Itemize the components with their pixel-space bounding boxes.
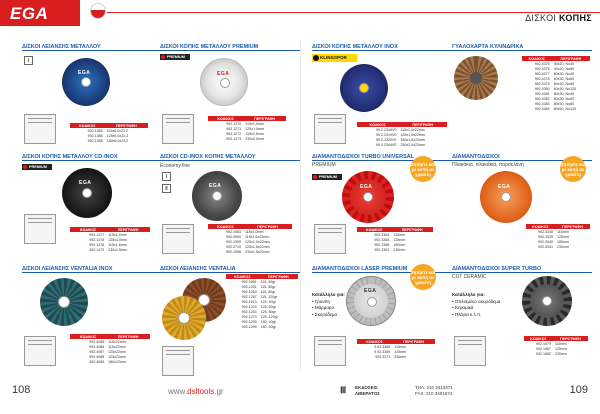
suitable-for-list (452, 292, 500, 318)
card-title: ΔΙΣΚΟΙ CD-INOX ΚΟΠΗΣ ΜΕΤΑΛΛΟΥ (160, 154, 256, 160)
table-row (524, 351, 588, 356)
cell-code: 992.1987 (535, 346, 551, 351)
cell-desc: 150x1,6x22mm (400, 137, 426, 142)
cell-code: 992.1270 (226, 121, 242, 126)
card-title: ΔΙΣΚΟΙ ΛΕΙΑΝΣΗΣ VENTALIA (160, 266, 236, 272)
cell-desc: 125x22mm (108, 354, 126, 359)
card-underline (160, 50, 300, 51)
disc-hole (212, 191, 222, 201)
product-table (357, 339, 435, 359)
disc-image (62, 58, 110, 106)
cell-desc: 115x22mm (108, 344, 126, 349)
cell-desc: 125x1,6x22mm (245, 244, 270, 249)
card-underline (22, 160, 162, 161)
cell-desc: 60x30, Νο40 (553, 71, 575, 76)
cell-code: 992.4381 (534, 91, 550, 96)
cell-desc: 40x20, Νο60 (553, 66, 575, 71)
cell-desc: 125, 60gr (260, 304, 276, 309)
cell-code: 992.4383 (534, 101, 550, 106)
card-subtitle: Πλακάκια, πλακάκια, πορσελάνη (452, 162, 524, 168)
product-card-cd-inox-economy (160, 154, 300, 264)
card-title: ΔΙΣΚΟΙ ΚΟΠΗΣ ΜΕΤΑΛΛΟΥ CD-INOX (22, 154, 118, 160)
product-table (357, 122, 447, 147)
col-code: ΚΩΔΙΚΟΣ (70, 227, 106, 232)
cell-code: 992.4377 (534, 71, 550, 76)
cell-code: 992.1271 (226, 126, 242, 131)
product-table (526, 224, 590, 249)
title-bold: ΚΟΠΗΣ (559, 13, 592, 23)
col-desc: ΠΕΡΙΓΡΑΦΗ (392, 339, 435, 344)
disc-hole (501, 192, 511, 202)
cell-desc: 180, 40gr (260, 319, 276, 324)
klingspor-badge: KLINGSPOR (312, 54, 357, 62)
card-underline (22, 50, 162, 51)
cell-desc: 180mm (556, 239, 569, 244)
phone: ΤΗΛ: 210 3413371 (415, 385, 453, 390)
disc-hole (359, 83, 369, 93)
disc-hole (363, 192, 373, 202)
features-title: Κατάλληλο για: (452, 292, 485, 297)
cell-desc: 115mm (556, 229, 569, 234)
cell-desc: 125, 120gr (260, 314, 278, 319)
website-link[interactable] (168, 387, 224, 396)
product-card-super-turbo (452, 266, 592, 376)
page-number-left: 108 (12, 384, 31, 396)
cell-desc: 125x22mm (108, 349, 126, 354)
page-title (525, 13, 592, 23)
url-prefix: www. (168, 387, 188, 396)
cell-desc: 115x1,6x22mm (245, 234, 270, 239)
premium-badge: PREMIUM (22, 164, 52, 170)
cell-desc: 115x1,0mm (245, 229, 264, 234)
card-underline (312, 50, 452, 51)
page-header (0, 0, 600, 32)
table-row (357, 247, 433, 252)
col-code: ΚΩΔΙΚΟΣ (70, 123, 105, 128)
cell-desc: 230x1,9mm (108, 247, 127, 252)
col-code: ΚΩΔΙΚΟΣ (357, 339, 392, 344)
cell-desc: 230mm (554, 351, 567, 356)
product-table (70, 334, 150, 364)
cell-desc: 230mm (556, 244, 569, 249)
disc-brand: EGA (360, 184, 373, 190)
package-icon (162, 114, 194, 144)
cell-desc: 180x22mm (108, 359, 126, 364)
card-subtitle: CUT CERAMIC (452, 274, 487, 280)
table-row (208, 136, 286, 141)
product-card-ventalia (160, 266, 300, 376)
flag-icon (90, 3, 106, 19)
card-title: ΔΙΣΚΟΙ ΚΟΠΗΣ ΜΕΤΑΛΛΟΥ INOX (312, 44, 398, 50)
disc-image (340, 64, 388, 112)
product-table (208, 116, 286, 141)
disc-image (342, 171, 394, 223)
col-desc: ΠΕΡΙΓΡΑΦΗ (106, 334, 150, 339)
logo-text: EGA (10, 4, 49, 23)
cell-code: 992.2719 (226, 244, 242, 249)
cell-desc: 40x20, Νο40 (553, 61, 575, 66)
cell-code: 992.1513 (241, 299, 257, 304)
col-desc: ΠΕΡΙΓΡΑΦΗ (243, 116, 286, 121)
feature-item: • Σκυρόδεμα (312, 311, 338, 317)
disc-image (346, 276, 396, 326)
disc-image (522, 276, 572, 326)
cell-desc: 115mm (554, 341, 567, 346)
cell-code: 992.4379 (534, 81, 550, 86)
disc-hole (178, 312, 190, 324)
cell-desc: 180x6,0x22,2 (106, 138, 129, 143)
ega-logo (0, 0, 80, 26)
cell-code: 992.4087 (89, 349, 105, 354)
cell-desc: 180mm (393, 242, 406, 247)
cell-code: 992.1982 (535, 351, 551, 356)
cell-desc: 115x1,0mm (245, 121, 264, 126)
card-underline (452, 50, 592, 51)
disc-hole (367, 297, 377, 307)
cell-code: 992.1478 (89, 237, 105, 242)
premium-badge: PREMIUM (160, 54, 190, 60)
cell-code: 992.4384 (534, 106, 550, 111)
card-title: ΔΙΑΜΑΝΤΟΔΙΣΚΟΙ TURBO UNIVERSAL (312, 154, 415, 160)
card-title: ΔΙΑΜΑΝΤΟΔΙΣΚΟΙ SUPER TURBO (452, 266, 542, 272)
product-card-metal-cutting-premium (160, 44, 300, 154)
cell-desc: 125, 40gr (260, 299, 276, 304)
disc-hole (81, 77, 91, 87)
disc-image (192, 171, 242, 221)
cell-desc: 60x30, Νο120 (553, 86, 577, 91)
cell-code: 992.4376 (534, 66, 550, 71)
cell-code: 992.1293 (241, 319, 257, 324)
product-table (522, 56, 590, 111)
card-underline (160, 160, 300, 161)
disc-hole (542, 296, 552, 306)
package-icon (24, 114, 56, 144)
cell-code: 992.1272 (226, 131, 242, 136)
flap-disc-image-2 (162, 296, 206, 340)
publisher-line-2: ΛΙΒΕΡΑΤΟΣ (355, 390, 380, 396)
package-icon (454, 336, 486, 366)
product-card-laser-premium (312, 266, 452, 376)
granite-badge: Ζητήστε και με κοπή σε γρανίτη (410, 156, 436, 182)
cell-code: 992.1651 (241, 279, 257, 284)
thickness-icon: ‖ (162, 184, 171, 193)
cell-code: 992.4382 (534, 96, 550, 101)
cell-desc: 115x22mm (108, 339, 126, 344)
cell-code: 992.1267 (241, 294, 257, 299)
col-code: ΚΩΔΙΚΟΣ (208, 116, 243, 121)
col-desc: ΠΕΡΙΓΡΑΦΗ (105, 123, 148, 128)
package-icon (162, 346, 194, 376)
feature-item: • Οπλισμένο σκυρόδεμα (452, 298, 501, 304)
card-title: ΔΙΣΚΟΙ ΛΕΙΑΝΣΗΣ ΜΕΤΑΛΛΟΥ (22, 44, 101, 50)
disc-image (480, 171, 532, 223)
cell-code: 992.3366 (374, 242, 390, 247)
cell-code: 992.1983 (226, 229, 242, 234)
cell-desc: 125mm (556, 234, 569, 239)
cell-desc: 125mm (554, 346, 567, 351)
flap-wheel-image (454, 56, 498, 100)
cell-desc: 115, 80gr (260, 289, 276, 294)
product-table (70, 123, 148, 143)
disc-brand: EGA (364, 288, 377, 294)
cell-code: 99.2.2318V0 (376, 127, 397, 132)
cell-desc: 115, 40gr (260, 279, 276, 284)
cell-code: 992.4089 (89, 359, 105, 364)
cell-code: 992.1999 (226, 239, 242, 244)
table-row (70, 138, 148, 143)
cell-desc: 125x1,0x22mm (245, 239, 270, 244)
cell-code: 992.1223 (241, 304, 257, 309)
cell-code: 992.3340 (537, 239, 553, 244)
page-number-right: 109 (569, 384, 588, 396)
table-row (522, 106, 590, 111)
publisher-line-1: ΕΚΔΟΣΕΙΣ (355, 385, 378, 390)
feature-item: • Κεραμικά (452, 305, 474, 310)
disc-brand: EGA (209, 183, 222, 189)
cell-desc: 125, 80gr (260, 309, 276, 314)
card-title: ΔΙΑΜΑΝΤΟΔΙΣΚΟΙ (452, 154, 500, 160)
cell-code: 99.2.2319V0 (376, 132, 397, 137)
table-row (357, 354, 435, 359)
cell-desc: 80x30, Νο80 (553, 101, 575, 106)
page-footer (0, 376, 600, 414)
card-underline (160, 272, 300, 273)
table-row (526, 244, 590, 249)
cell-code: 992.4380 (534, 86, 550, 91)
cell-desc: 125mm (393, 237, 406, 242)
product-table (208, 224, 292, 254)
col-code: ΚΩΔΙΚΟΣ (524, 336, 553, 341)
cell-code: 9.92.3368 (374, 344, 391, 349)
disc-hole (82, 188, 92, 198)
cell-desc: 115x1,0x22mm (400, 127, 425, 132)
cell-code: 99.2.2320V0 (376, 137, 397, 142)
cell-code: 992.1477 (89, 232, 105, 237)
cell-desc: 115x1,0mm (108, 232, 127, 237)
col-desc: ΠΕΡΙΓΡΑΦΗ (552, 56, 590, 61)
cell-code: 992.3367 (374, 247, 390, 252)
cell-code: 9.92.3369 (374, 349, 391, 354)
fax: FAX: 210 3401674 (415, 390, 453, 396)
feature-item: • Πλάγια κ.λ.π. (452, 311, 482, 317)
cell-code: 992.1479 (89, 247, 105, 252)
cell-desc: 180, 60gr (260, 324, 276, 329)
cell-code: 992.3371 (375, 354, 391, 359)
cell-code: 992.1261 (241, 284, 257, 289)
col-desc: ΠΕΡΙΓΡΑΦΗ (243, 224, 292, 229)
disc-image (200, 58, 248, 106)
granite-badge: Ζητήστε και με κοπή σε γρανίτη (560, 156, 586, 182)
table-row (357, 142, 447, 147)
col-desc: ΠΕΡΙΓΡΑΦΗ (106, 227, 150, 232)
cell-code: 992.1253 (241, 309, 257, 314)
cell-code: 992.1273 (226, 136, 242, 141)
disc-brand: EGA (498, 184, 511, 190)
col-desc: ΠΕΡΙΓΡΑΦΗ (553, 336, 588, 341)
cell-desc: 80x50, Νο120 (553, 106, 577, 111)
publisher-name (355, 385, 380, 396)
table-row (70, 247, 150, 252)
product-card-cd-inox (22, 154, 162, 264)
wheel-shaft (470, 72, 482, 84)
cell-desc: 80x30, Νο40 (553, 91, 575, 96)
col-code: ΚΩΔΙΚΟΣ (522, 56, 552, 61)
granite-badge: Ζητήστε και με κοπή σε γρανίτη (410, 264, 436, 290)
cell-code: 99.2.2344V0 (376, 142, 397, 147)
cell-code: 992.1998 (226, 249, 242, 254)
table-row (208, 249, 292, 254)
cell-desc: 230mm (394, 354, 407, 359)
package-icon (162, 224, 194, 254)
cell-code: 992.3338 (537, 229, 553, 234)
feature-item: • Μάρμαρο (312, 305, 334, 310)
disc-brand: EGA (78, 70, 91, 76)
package-icon (24, 214, 56, 244)
product-card-metal-grinding (22, 44, 162, 154)
publisher-logo-icon: Ⅲ (340, 385, 347, 395)
cell-desc: 115, 60gr (260, 284, 276, 289)
product-table (70, 227, 150, 252)
product-table (524, 336, 588, 356)
package-icon (24, 336, 56, 366)
col-desc: ΠΕΡΙΓΡΑΦΗ (398, 122, 447, 127)
product-table (226, 274, 298, 329)
cell-code: 992.1299 (241, 324, 257, 329)
cell-code: 992.1388 (87, 138, 103, 143)
cell-desc: 115x2,5mm (245, 131, 264, 136)
info-icon: i (24, 56, 33, 65)
col-desc: ΠΕΡΙΓΡΑΦΗ (259, 274, 298, 279)
cell-code: 992.4378 (534, 76, 550, 81)
cell-desc: 125x1,0x22mm (400, 132, 426, 137)
package-icon (314, 114, 346, 144)
feature-item: • Γρανίτη (312, 298, 330, 304)
cell-desc: 60x30, Νο80 (553, 81, 575, 86)
col-code: ΚΩΔΙΚΟΣ (226, 274, 259, 279)
cell-desc: 115x1,6mm (108, 242, 127, 247)
cell-desc: 230x1,9x22mm (245, 249, 270, 254)
cell-code: 992.1979 (535, 341, 551, 346)
package-icon (314, 336, 346, 366)
cell-desc: 115mm (394, 344, 407, 349)
cell-desc: 125x6,0x22,2 (106, 133, 129, 138)
cell-code: 992.4086 (89, 344, 105, 349)
cell-code: 992.4085 (89, 339, 105, 344)
card-title: ΔΙΣΚΟΙ ΛΕΙΑΝΣΗΣ VENTALIA INOX (22, 266, 113, 272)
cell-desc: 230x2,5mm (245, 136, 265, 141)
col-code: ΚΩΔΙΚΟΣ (357, 227, 391, 232)
contact-info (415, 385, 453, 396)
suitable-for-list (312, 292, 345, 318)
col-code: ΚΩΔΙΚΟΣ (357, 122, 398, 127)
cell-desc: 60x30, Νο60 (553, 76, 575, 81)
disc-hole (220, 78, 230, 88)
url-suffix: .gr (214, 387, 224, 396)
cell-code: 992.1386 (87, 133, 103, 138)
cell-code: 992.1263 (241, 289, 257, 294)
card-underline (22, 272, 162, 273)
product-card-flap-wheels (452, 44, 592, 154)
cell-code: 992.1385 (87, 128, 103, 133)
col-code: ΚΩΔΙΚΟΣ (526, 224, 555, 229)
cell-code: 992.4088 (89, 354, 105, 359)
cell-code: 992.2699 (226, 234, 242, 239)
premium-badge: PREMIUM (312, 174, 342, 180)
cell-desc: 115mm (393, 232, 406, 237)
url-brand: dsltools (187, 387, 215, 396)
cell-code: 992.3365 (374, 237, 390, 242)
cell-desc: 125x1,0mm (245, 126, 265, 131)
product-card-inox-cutting (312, 44, 452, 154)
product-card-ventalia-inox (22, 266, 162, 376)
cell-desc: 230x2,0x22mm (400, 142, 426, 147)
col-code: ΚΩΔΙΚΟΣ (70, 334, 106, 339)
card-underline (452, 272, 592, 273)
cell-desc: 115x6,0x22,2 (106, 128, 128, 133)
cell-desc: 125mm (394, 349, 407, 354)
cell-code: 992.1476 (89, 242, 105, 247)
cell-desc: 80x30, Νο60 (553, 96, 575, 101)
disc-image (62, 168, 112, 218)
cell-desc: 125x1,0mm (108, 237, 127, 242)
col-desc: ΠΕΡΙΓΡΑΦΗ (555, 224, 590, 229)
info-icon: i (162, 172, 171, 181)
col-desc: ΠΕΡΙΓΡΑΦΗ (391, 227, 433, 232)
cell-code: 992.4375 (534, 61, 550, 66)
table-row (226, 324, 298, 329)
cell-code: 992.3364 (374, 232, 390, 237)
table-row (70, 359, 150, 364)
product-card-turbo-universal (312, 154, 452, 264)
card-title: ΔΙΑΜΑΝΤΟΔΙΣΚΟΙ LASER PREMIUM (312, 266, 408, 272)
disc-brand: EGA (217, 71, 230, 77)
cell-code: 992.3341 (537, 244, 553, 249)
cell-desc: 230mm (393, 247, 406, 252)
flap-disc-image (40, 278, 88, 326)
card-title: ΓΥΑΛΟΧΑΡΤΑ ΚΥΛΙΝΔΡΙΚΑ (452, 44, 524, 50)
card-subtitle: PREMIUM (312, 162, 336, 168)
product-table (357, 227, 433, 252)
col-code: ΚΩΔΙΚΟΣ (208, 224, 243, 229)
cell-desc: 115, 120gr (260, 294, 278, 299)
cell-code: 992.1273 (241, 314, 257, 319)
card-title: ΔΙΣΚΟΙ ΚΟΠΗΣ ΜΕΤΑΛΛΟΥ PREMIUM (160, 44, 259, 50)
disc-hole (58, 296, 70, 308)
features-title: Κατάλληλο για: (312, 292, 345, 297)
package-icon (314, 224, 346, 254)
disc-brand: EGA (79, 180, 92, 186)
title-light: ΔΙΣΚΟΙ (525, 13, 557, 23)
product-card-tile-diamond (452, 154, 592, 264)
card-subtitle: Economy line (160, 163, 191, 169)
cell-code: 992.3339 (537, 234, 553, 239)
spread-divider (300, 40, 301, 370)
